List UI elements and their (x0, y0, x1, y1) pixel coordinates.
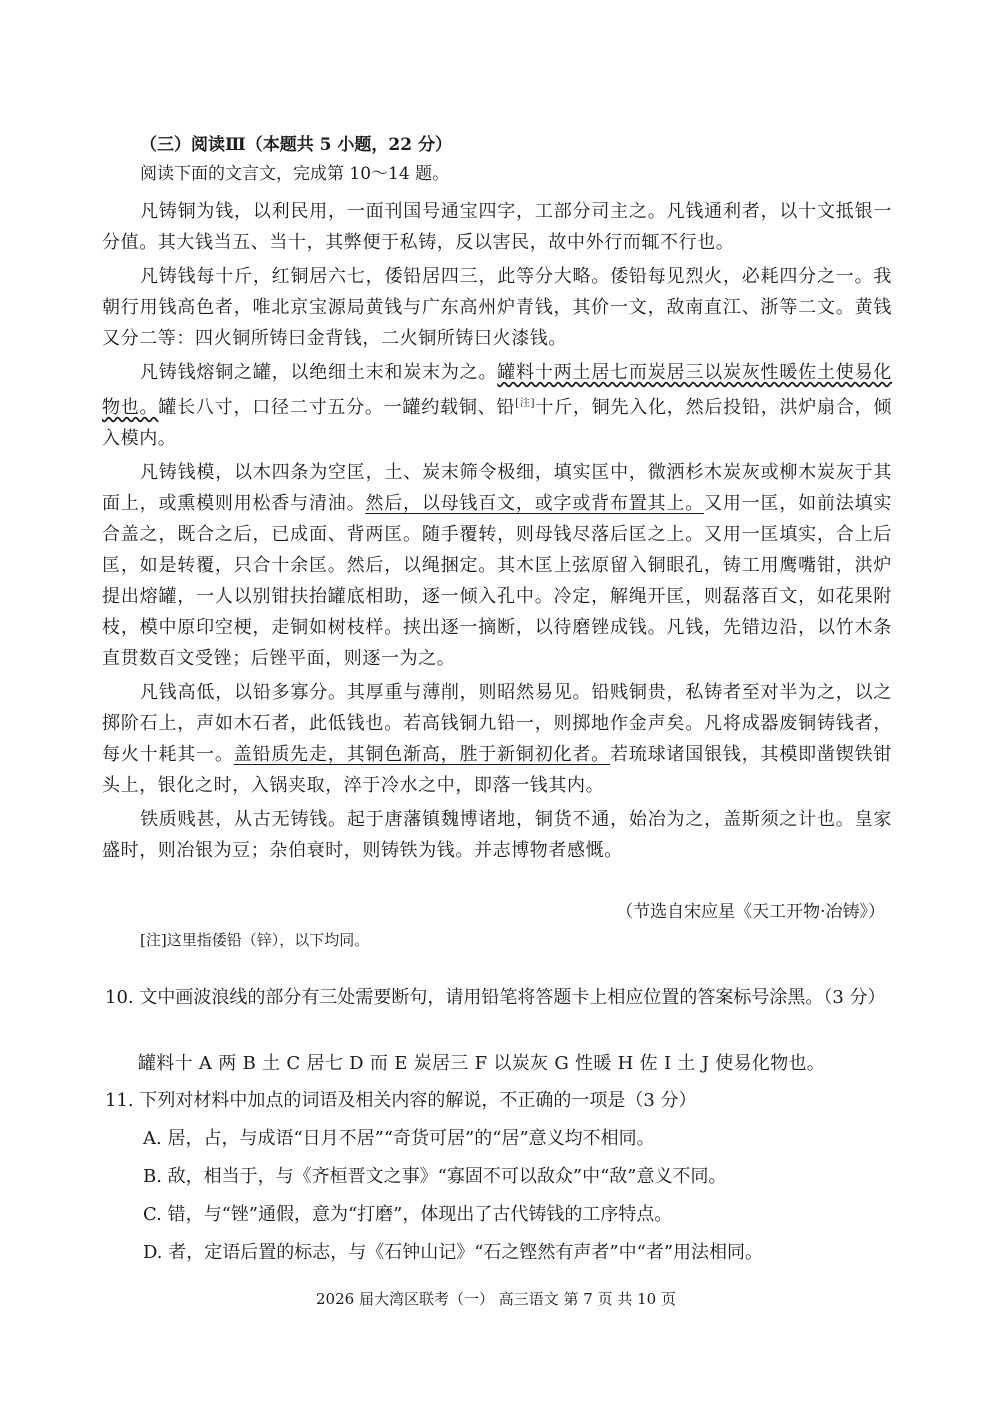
passage-source: （节选自宋应星《天工开物·冶铸》） (616, 902, 885, 922)
question-11-option-d: D. 者，定语后置的标志，与《石钟山记》“石之铿然有声者”中“者”用法相同。 (143, 1242, 764, 1263)
p3-text-end: 十斤，铜先入化，然后投铅，洪炉扇合，倾入模内。 (102, 397, 892, 449)
classical-passage (102, 196, 892, 869)
question-10-options: 罐料十 A 两 B 土 C 居七 D 而 E 炭居三 F 以炭灰 G 性暖 H 佐 I 土 J 使易化物也。 (138, 1053, 826, 1074)
question-11-option-a: A. 居，占，与成语“日月不居”“奇货可居”的“居”意义均不相同。 (143, 1128, 655, 1149)
passage-paragraph-4 (102, 457, 892, 674)
passage-paragraph-5 (102, 677, 892, 801)
question-11-option-c: C. 错，与“锉”通假，意为“打磨”，体现出了古代铸钱的工序特点。 (143, 1204, 673, 1225)
page-footer: 2026 届大湾区联考（一） 高三语文 第 7 页 共 10 页 (316, 1290, 676, 1308)
passage-paragraph-6: 铁质贱甚，从古无铸钱。起于唐藩镇魏博诸地，铜货不通，始冶为之，盖斯须之计也。皇家盛时，则冶银为豆；杂伯衰时，则铸铁为钱。并志博物者感慨。 (102, 809, 892, 861)
question-11-number: 11. (105, 1090, 134, 1111)
question-11-option-b: B. 敌，相当于，与《齐桓晋文之事》“寡固不可以敌众”中“敌”意义不同。 (143, 1166, 727, 1187)
passage-paragraph-3 (102, 357, 892, 454)
question-10 (105, 980, 895, 1016)
question-10-number: 10. (105, 987, 134, 1008)
footnote: [注]这里指倭铅（锌），以下均同。 (140, 931, 370, 949)
p3-text-before: 凡铸钱熔铜之罐，以绝细土末和炭末为之。 (140, 362, 498, 383)
underlined-sentence-1: 然后，以母钱百文，或字或背布置其上。 (365, 493, 705, 514)
p4-text-before: 凡铸钱模，以木四条为空匡，土、炭末筛令极细，填实匡中，微洒杉木炭灰或柳木炭灰于其面上，或熏模则用松香与清油。 (102, 462, 892, 514)
question-10-text: 文中画波浪线的部分有三处需要断句，请用铅笔将答题卡上相应位置的答案标号涂黑。（3 分） (139, 987, 886, 1008)
p5-text-after: 若琉球诸国银钱，其模即凿锲铁钳头上，银化之时，入锅夹取，淬于冷水之中，即落一钱其内。 (102, 744, 893, 796)
p4-text-after: 又用一匡，如前法填实合盖之，既合之后，已成面、背两匡。随手覆转，则母钱尽落后匡之上。又用一匡填实，合上后匡，如是转覆，只合十余匡。然后，以绳捆定。其木匡上弦原留入铜眼孔，铸工用鹰嘴钳，洪炉提出熔罐，一人以别钳扶抬罐底相助，逐一倾入孔中。冷定，解绳开匡，则磊落百文，如花果附枝，模中原印空梗，走铜如树枝样。挟出逐一摘断，以待磨锉成钱。凡钱，先错边沿，以竹木条直贯数百文受锉；后锉平面，则逐一为之。 (102, 493, 892, 669)
footnote-marker: [注] (515, 398, 536, 409)
p3-text-after: 罐长八寸，口径二寸五分。一罐约载铜、铅 (158, 397, 516, 418)
question-11 (105, 1086, 697, 1112)
p5-text-before: 凡钱高低，以铅多寡分。其厚重与薄削，则昭然易见。铅贱铜贵，私铸者至对半为之，以之掷阶石上，声如木石者，此低钱也。若高钱铜九铅一，则掷地作金声矣。凡将成器废铜铸钱者，每火十耗其一。 (102, 682, 892, 765)
section-title: （三）阅读Ⅲ（本题共 5 小题，22 分） (140, 135, 452, 155)
passage-paragraph-2: 凡铸钱每十斤，红铜居六七，倭铅居四三，此等分大略。倭铅每见烈火，必耗四分之一。我朝行用钱高色者，唯北京宝源局黄钱与广东高州炉青钱，其价一文，敌南直江、浙等二文。黄钱又分二等：四火铜所铸曰金背钱，二火铜所铸曰火漆钱。 (102, 266, 892, 349)
underlined-sentence-2: 盖铅质先走，其铜色渐高，胜于新铜初化者。 (233, 744, 610, 765)
section-instruction: 阅读下面的文言文，完成第 10～14 题。 (140, 164, 450, 184)
wavy-underlined-text: 罐料十两土居七而炭居三以炭灰性暖佐土使易化物也。 (102, 362, 892, 418)
question-11-text: 下列对材料中加点的词语及相关内容的解说，不正确的一项是（3 分） (139, 1090, 697, 1111)
passage-paragraph-1: 凡铸铜为钱，以利民用，一面刊国号通宝四字，工部分司主之。凡钱通利者，以十文抵银一分值。其大钱当五、当十，其弊便于私铸，反以害民，故中外行而辄不行也。 (102, 201, 892, 253)
